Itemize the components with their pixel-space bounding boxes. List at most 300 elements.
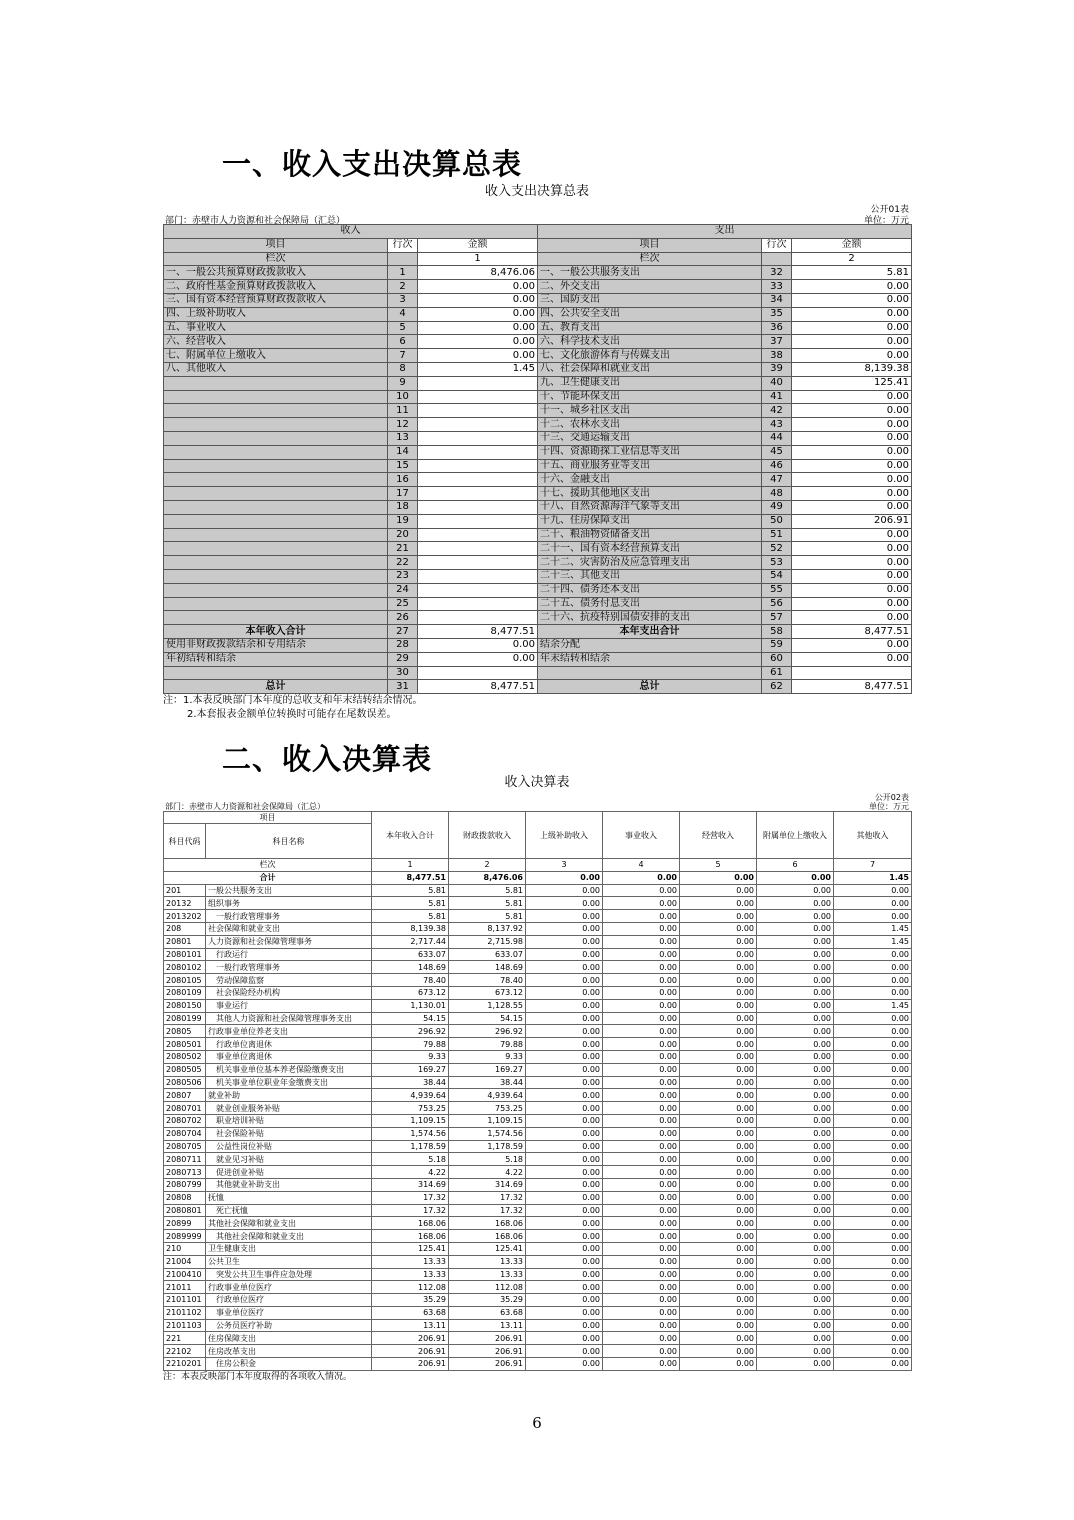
subject-name: 死亡抚恤: [206, 1204, 372, 1217]
expense-line-no: 51: [762, 528, 792, 542]
income-value: 0.00: [834, 974, 912, 987]
page-number: 6: [532, 1414, 542, 1432]
income-item: [164, 583, 388, 597]
income-col-amount: 金额: [418, 238, 538, 252]
income-value: 0.00: [757, 1319, 834, 1332]
income-amount: [418, 390, 538, 404]
income-amount: 0.00: [418, 280, 538, 294]
subject-name: 事业单位医疗: [206, 1306, 372, 1319]
table-row: [164, 986, 912, 999]
income-value: 0.00: [680, 1025, 757, 1038]
income-value: 0.00: [526, 1332, 603, 1345]
subject-code: 21004: [164, 1255, 206, 1268]
expense-amount: 125.41: [792, 376, 912, 390]
income-value: 0.00: [757, 1166, 834, 1179]
income-item: 八、其他收入: [164, 362, 388, 376]
subject-name: 一般行政管理事务: [206, 910, 372, 923]
income-amount: [418, 611, 538, 625]
income-amount: [418, 459, 538, 473]
income-value: 0.00: [757, 1230, 834, 1243]
expense-item: 十四、资源勘探工业信息等支出: [538, 445, 762, 459]
expense-line-no: 39: [762, 362, 792, 376]
income-value: 0.00: [757, 1345, 834, 1358]
income-col-lanci: 栏次: [164, 252, 388, 266]
income-value: 0.00: [757, 1050, 834, 1063]
expense-amount: [792, 666, 912, 680]
table-row: [164, 910, 912, 923]
income-value: 38.44: [449, 1076, 526, 1089]
table-row: [164, 542, 912, 556]
table1-code: 公开01表: [870, 205, 909, 215]
income-value: 0.00: [603, 1140, 680, 1153]
expense-amount: 0.00: [792, 307, 912, 321]
income-value: 9.33: [372, 1050, 449, 1063]
income-value: 148.69: [449, 961, 526, 974]
expense-item: 十二、农林水支出: [538, 418, 762, 432]
income-value: 314.69: [449, 1178, 526, 1191]
subject-code: 2080506: [164, 1076, 206, 1089]
line-no: 29: [388, 652, 418, 666]
income-value: 0.00: [680, 1255, 757, 1268]
expense-amount: 0.00: [792, 293, 912, 307]
income-value: 0.00: [526, 922, 603, 935]
subject-name: 其他人力资源和社会保障管理事务支出: [206, 1012, 372, 1025]
income-value: 0.00: [526, 897, 603, 910]
table-row: [164, 1242, 912, 1255]
income-value: 0.00: [603, 986, 680, 999]
income-amount: [418, 528, 538, 542]
income-value: 0.00: [603, 1038, 680, 1051]
income-value: 0.00: [526, 1204, 603, 1217]
income-line-no: 16: [388, 473, 418, 487]
subject-code: 20899: [164, 1217, 206, 1230]
expense-item: 二十六、抗疫特别国债安排的支出: [538, 611, 762, 625]
expense-amount: 0.00: [792, 280, 912, 294]
table2-col-4: 事业收入: [603, 812, 680, 859]
table2-col-num-3: 3: [526, 859, 603, 872]
expense-item: 结余分配: [538, 638, 762, 652]
income-value: 17.32: [372, 1204, 449, 1217]
table-row: [164, 1294, 912, 1307]
table-row: [164, 1153, 912, 1166]
income-value: 13.33: [449, 1268, 526, 1281]
income-item: [164, 431, 388, 445]
income-value: 0.00: [526, 1140, 603, 1153]
income-item: [164, 597, 388, 611]
income-value: 4.22: [372, 1166, 449, 1179]
income-value: 0.00: [526, 1153, 603, 1166]
subject-name: 其他社会保障和就业支出: [206, 1230, 372, 1243]
subject-code: 20807: [164, 1089, 206, 1102]
subject-name: 就业创业服务补贴: [206, 1102, 372, 1115]
income-value: 4,939.64: [372, 1089, 449, 1102]
table2-col-num-4: 4: [603, 859, 680, 872]
expense-line-no: 40: [762, 376, 792, 390]
income-value: 17.32: [449, 1204, 526, 1217]
expense-item: 十五、商业服务业等支出: [538, 459, 762, 473]
income-line-no: 25: [388, 597, 418, 611]
income-value: 0.00: [603, 1332, 680, 1345]
income-value: 0.00: [680, 935, 757, 948]
income-value: 0.00: [526, 1217, 603, 1230]
table2-total-value: 0.00: [526, 871, 603, 884]
table-row: [164, 1281, 912, 1294]
table1-note-2: 2.本套报表金额单位转换时可能存在尾数误差。: [187, 709, 397, 721]
income-col-item: 项目: [164, 238, 388, 252]
income-value: 0.00: [526, 1089, 603, 1102]
income-value: 0.00: [757, 1038, 834, 1051]
income-value: 0.00: [834, 986, 912, 999]
income-value: 0.00: [834, 1255, 912, 1268]
table-row: [164, 418, 912, 432]
table2-col-lanci: 栏次: [164, 859, 372, 872]
table-row: [164, 1178, 912, 1191]
expense-total-amount: 8,477.51: [792, 625, 912, 639]
expense-col-line: 行次: [762, 238, 792, 252]
income-col-num: 1: [418, 252, 538, 266]
grand-total-label: 总计: [538, 680, 762, 694]
income-line-no: 23: [388, 569, 418, 583]
income-value: 0.00: [757, 948, 834, 961]
expense-item: 六、科学技术支出: [538, 335, 762, 349]
income-value: 0.00: [680, 986, 757, 999]
subject-code: 2080105: [164, 974, 206, 987]
expense-item: 十九、住房保障支出: [538, 514, 762, 528]
income-item: [164, 418, 388, 432]
income-value: 0.00: [757, 935, 834, 948]
subject-name: 组织事务: [206, 897, 372, 910]
income-value: 0.00: [526, 974, 603, 987]
income-amount: [418, 418, 538, 432]
income-value: 0.00: [526, 1268, 603, 1281]
income-line-no: 1: [388, 266, 418, 280]
income-value: 0.00: [680, 1294, 757, 1307]
expense-line-no: 50: [762, 514, 792, 528]
table2-total-value: 8,476.06: [449, 871, 526, 884]
income-value: 0.00: [680, 1345, 757, 1358]
table-row: [164, 680, 912, 694]
line-no: 31: [388, 680, 418, 694]
line-no: 30: [388, 666, 418, 680]
income-col-line: 行次: [388, 238, 418, 252]
income-value: 0.00: [834, 1025, 912, 1038]
income-value: 0.00: [603, 1358, 680, 1371]
income-item: 一、一般公共预算财政拨款收入: [164, 266, 388, 280]
table-row: [164, 431, 912, 445]
income-item: 六、经营收入: [164, 335, 388, 349]
income-value: 0.00: [603, 1025, 680, 1038]
table-row: [164, 897, 912, 910]
income-line-no: 14: [388, 445, 418, 459]
income-value: 0.00: [757, 1076, 834, 1089]
income-line-no: 8: [388, 362, 418, 376]
table2-col-num-7: 7: [834, 859, 912, 872]
income-value: 0.00: [603, 1294, 680, 1307]
income-item: [164, 666, 388, 680]
income-value: 0.00: [680, 1102, 757, 1115]
income-value: 0.00: [680, 974, 757, 987]
income-value: 0.00: [680, 1140, 757, 1153]
expense-item: 二十二、灾害防治及应急管理支出: [538, 556, 762, 570]
subject-code: 2080799: [164, 1178, 206, 1191]
income-value: 168.06: [372, 1217, 449, 1230]
income-value: 0.00: [834, 1089, 912, 1102]
income-value: 0.00: [834, 910, 912, 923]
subject-code: 2080711: [164, 1153, 206, 1166]
income-value: 0.00: [526, 961, 603, 974]
income-value: 0.00: [757, 1332, 834, 1345]
income-value: 206.91: [449, 1332, 526, 1345]
income-value: 0.00: [603, 999, 680, 1012]
income-value: 0.00: [757, 961, 834, 974]
expense-line-no: 52: [762, 542, 792, 556]
subject-name: 事业运行: [206, 999, 372, 1012]
income-amount: 0.00: [418, 293, 538, 307]
income-value: 0.00: [757, 1127, 834, 1140]
income-value: 0.00: [603, 1191, 680, 1204]
income-value: 0.00: [526, 1242, 603, 1255]
income-value: 0.00: [526, 1294, 603, 1307]
table2-total-value: 8,477.51: [372, 871, 449, 884]
expense-item: 三、国防支出: [538, 293, 762, 307]
income-value: 0.00: [526, 1038, 603, 1051]
table1-title: 收入支出决算总表: [484, 184, 589, 199]
income-amount: 0.00: [418, 638, 538, 652]
income-value: 0.00: [834, 897, 912, 910]
expense-item: 十三、交通运输支出: [538, 431, 762, 445]
income-amount: [418, 500, 538, 514]
income-line-no: 18: [388, 500, 418, 514]
income-item: [164, 404, 388, 418]
income-value: 54.15: [372, 1012, 449, 1025]
income-amount: [418, 569, 538, 583]
income-value: 1,109.15: [372, 1114, 449, 1127]
table2-total-value: 0.00: [603, 871, 680, 884]
income-value: 0.00: [526, 1255, 603, 1268]
income-value: 0.00: [834, 1191, 912, 1204]
income-value: 0.00: [757, 1089, 834, 1102]
income-value: 0.00: [603, 935, 680, 948]
income-value: 125.41: [449, 1242, 526, 1255]
income-value: 0.00: [603, 1230, 680, 1243]
income-item: [164, 528, 388, 542]
line-no: 60: [762, 652, 792, 666]
income-item: [164, 390, 388, 404]
income-value: 0.00: [834, 1358, 912, 1371]
table-row: [164, 404, 912, 418]
income-value: 0.00: [757, 1242, 834, 1255]
table-row: [164, 948, 912, 961]
income-amount: [418, 666, 538, 680]
income-value: 0.00: [834, 1063, 912, 1076]
expense-amount: 0.00: [792, 390, 912, 404]
table2-total-value: 0.00: [680, 871, 757, 884]
income-value: 2,717.44: [372, 935, 449, 948]
income-value: 0.00: [603, 1063, 680, 1076]
income-value: 0.00: [834, 1345, 912, 1358]
expense-item: 年末结转和结余: [538, 652, 762, 666]
expense-amount: 0.00: [792, 321, 912, 335]
income-value: 633.07: [372, 948, 449, 961]
income-line-no: 7: [388, 349, 418, 363]
expense-item: 二、外交支出: [538, 280, 762, 294]
subject-name: 社会保险补贴: [206, 1127, 372, 1140]
income-line-no: 6: [388, 335, 418, 349]
expense-line-no: 38: [762, 349, 792, 363]
subject-code: 2101102: [164, 1306, 206, 1319]
income-amount: [418, 473, 538, 487]
table-row: [164, 935, 912, 948]
income-value: 0.00: [603, 1050, 680, 1063]
table-row: [164, 376, 912, 390]
income-line-no: 21: [388, 542, 418, 556]
subject-code: 2080705: [164, 1140, 206, 1153]
income-value: 0.00: [680, 1306, 757, 1319]
expense-amount: 0.00: [792, 597, 912, 611]
income-value: 168.06: [449, 1217, 526, 1230]
income-amount: 0.00: [418, 335, 538, 349]
income-value: 0.00: [757, 1294, 834, 1307]
income-value: 0.00: [757, 1178, 834, 1191]
expense-line-no: 47: [762, 473, 792, 487]
subject-name: 公共卫生: [206, 1255, 372, 1268]
table2-unit: 单位：万元: [869, 802, 909, 811]
income-value: 0.00: [603, 897, 680, 910]
income-value: 5.81: [449, 897, 526, 910]
income-value: 0.00: [526, 1345, 603, 1358]
income-item: [164, 542, 388, 556]
table-row: [164, 611, 912, 625]
income-value: 0.00: [603, 1204, 680, 1217]
table-row: [164, 652, 912, 666]
subject-code: 2080199: [164, 1012, 206, 1025]
income-item: [164, 376, 388, 390]
income-value: 0.00: [834, 1050, 912, 1063]
income-value: 0.00: [603, 948, 680, 961]
table-row: [164, 362, 912, 376]
expense-item: 二十、粮油物资储备支出: [538, 528, 762, 542]
table1-note-1: 注：1.本表反映部门本年度的总收支和年末结转结余情况。: [163, 695, 423, 707]
table-row: [164, 487, 912, 501]
table-row: [164, 666, 912, 680]
income-header: 收入: [164, 225, 538, 239]
income-value: 0.00: [757, 1204, 834, 1217]
income-value: 0.00: [834, 948, 912, 961]
table-row: [164, 473, 912, 487]
expense-line-no: 57: [762, 611, 792, 625]
income-amount: [418, 404, 538, 418]
income-value: 2,715.98: [449, 935, 526, 948]
subject-name: 行政单位医疗: [206, 1294, 372, 1307]
income-total-amount: 8,477.51: [418, 625, 538, 639]
expense-line-no: 33: [762, 280, 792, 294]
income-value: 296.92: [372, 1025, 449, 1038]
income-value: 0.00: [757, 1268, 834, 1281]
income-value: 0.00: [680, 948, 757, 961]
subject-name: 住房保障支出: [206, 1332, 372, 1345]
income-line-no: 19: [388, 514, 418, 528]
income-value: 1,574.56: [449, 1127, 526, 1140]
income-value: 78.40: [449, 974, 526, 987]
income-value: 0.00: [603, 1153, 680, 1166]
income-value: 4.22: [449, 1166, 526, 1179]
income-value: 148.69: [372, 961, 449, 974]
table-row: [164, 625, 912, 639]
income-value: 63.68: [449, 1306, 526, 1319]
income-item: [164, 487, 388, 501]
subject-name: 公务员医疗补助: [206, 1319, 372, 1332]
subject-code: 210: [164, 1242, 206, 1255]
income-line-no: 13: [388, 431, 418, 445]
table-row: [164, 922, 912, 935]
income-value: 0.00: [680, 1089, 757, 1102]
income-value: 0.00: [526, 1306, 603, 1319]
income-value: 0.00: [757, 1025, 834, 1038]
subject-code: 2101101: [164, 1294, 206, 1307]
subject-code: 20801: [164, 935, 206, 948]
subject-code: 2080505: [164, 1063, 206, 1076]
income-value: 0.00: [680, 1050, 757, 1063]
income-value: 206.91: [449, 1345, 526, 1358]
income-value: 5.81: [372, 884, 449, 897]
income-value: 35.29: [449, 1294, 526, 1307]
income-value: 673.12: [449, 986, 526, 999]
expense-item: 七、文化旅游体育与传媒支出: [538, 349, 762, 363]
income-value: 0.00: [680, 1166, 757, 1179]
expense-amount: 0.00: [792, 487, 912, 501]
expense-amount: 0.00: [792, 500, 912, 514]
expense-item: 十六、金融支出: [538, 473, 762, 487]
income-value: 0.00: [757, 1153, 834, 1166]
income-item: [164, 445, 388, 459]
income-value: 1,128.55: [449, 999, 526, 1012]
income-value: 0.00: [757, 974, 834, 987]
income-value: 0.00: [680, 1230, 757, 1243]
income-value: 0.00: [680, 1204, 757, 1217]
table-row: [164, 1102, 912, 1115]
income-value: 753.25: [449, 1102, 526, 1115]
subject-name: 促进创业补贴: [206, 1166, 372, 1179]
table2-department: 部门：赤壁市人力资源和社会保障局（汇总）: [165, 802, 325, 811]
income-value: 0.00: [603, 1076, 680, 1089]
income-item: [164, 556, 388, 570]
income-value: 0.00: [603, 922, 680, 935]
expense-header: 支出: [538, 225, 912, 239]
income-line-no: 2: [388, 280, 418, 294]
expense-amount: 0.00: [792, 583, 912, 597]
income-value: 0.00: [680, 1268, 757, 1281]
income-value: 112.08: [372, 1281, 449, 1294]
income-value: 5.18: [449, 1153, 526, 1166]
income-value: 13.33: [372, 1268, 449, 1281]
income-value: 0.00: [603, 1345, 680, 1358]
income-value: 0.00: [757, 897, 834, 910]
table-row: [164, 569, 912, 583]
income-value: 0.00: [680, 1217, 757, 1230]
table-row: [164, 459, 912, 473]
income-amount: 8,476.06: [418, 266, 538, 280]
income-value: 5.81: [449, 910, 526, 923]
table-row: [164, 266, 912, 280]
income-value: 0.00: [757, 910, 834, 923]
income-value: 0.00: [680, 1153, 757, 1166]
expense-line-no: 42: [762, 404, 792, 418]
income-value: 0.00: [834, 1114, 912, 1127]
table-row: [164, 1012, 912, 1025]
expense-total-label: 本年支出合计: [538, 625, 762, 639]
subject-name: 一般行政管理事务: [206, 961, 372, 974]
subject-name: 其他社会保障和就业支出: [206, 1217, 372, 1230]
